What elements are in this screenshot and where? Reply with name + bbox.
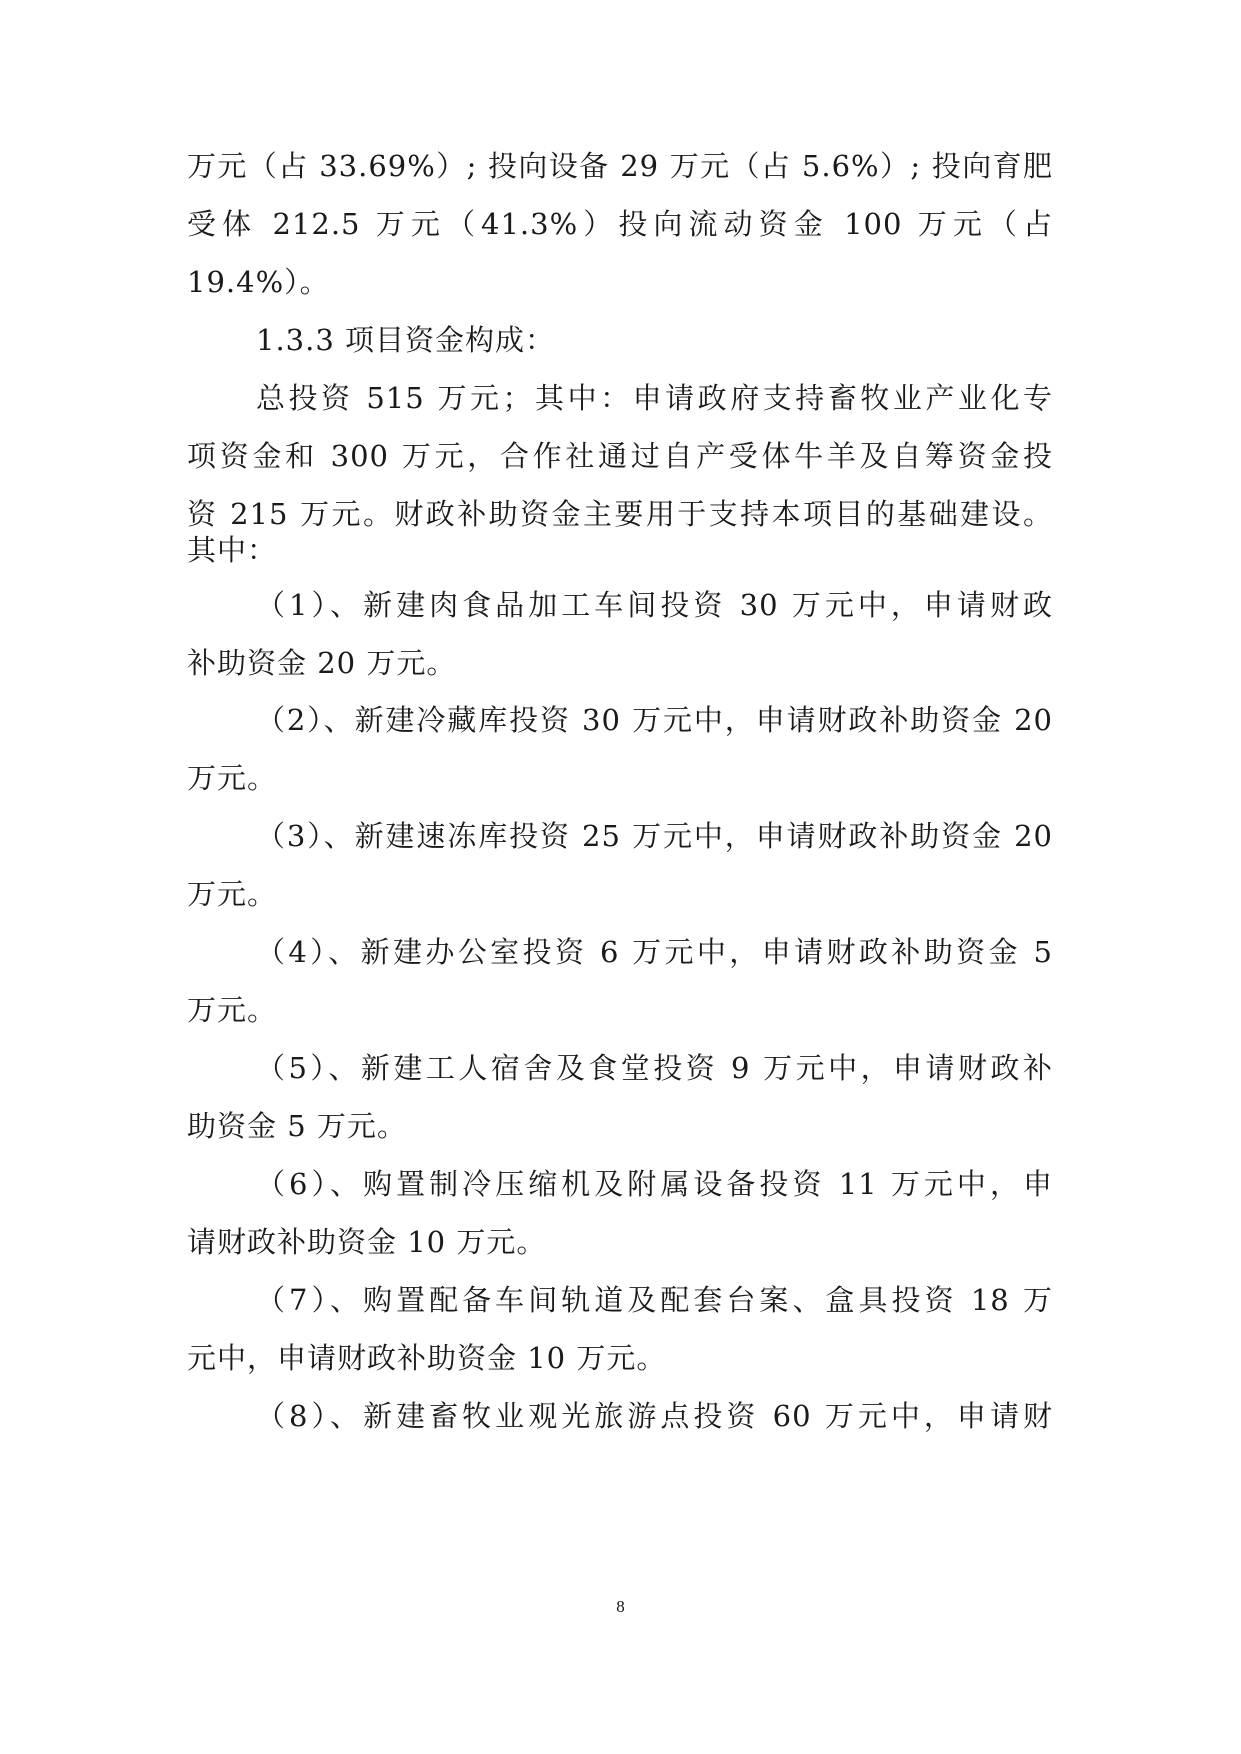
list-item-line: 万元。 [187,993,278,1027]
text-line: 19.4%）。 [187,265,330,299]
list-item-line: （6）、购置制冷压缩机及附属设备投资 11 万元中，申 [256,1167,1053,1201]
list-item-line: 助资金 5 万元。 [187,1109,407,1143]
list-item-line: （3）、新建速冻库投资 25 万元中，申请财政补助资金 20 [256,819,1053,853]
list-item-line: （8）、新建畜牧业观光旅游点投资 60 万元中，申请财 [256,1399,1053,1433]
list-item-line: （1）、新建肉食品加工车间投资 30 万元中，申请财政 [256,588,1053,622]
text-line: 总投资 515 万元；其中：申请政府支持畜牧业产业化专 [256,381,1053,415]
list-item-line: 元中，申请财政补助资金 10 万元。 [187,1341,667,1375]
list-item-line: 补助资金 20 万元。 [187,646,457,680]
list-item-line: （2）、新建冷藏库投资 30 万元中，申请财政补助资金 20 [256,703,1053,737]
list-item-line: （5）、新建工人宿舍及食堂投资 9 万元中，申请财政补 [256,1051,1053,1085]
text-line: 其中： [187,533,278,567]
page-number: 8 [616,1597,625,1616]
section-heading: 1.3.3 项目资金构成： [256,323,556,357]
list-item-line: 请财政补助资金 10 万元。 [187,1225,547,1259]
text-line: 项资金和 300 万元，合作社通过自产受体牛羊及自筹资金投 [187,439,1053,473]
text-line: 受体 212.5 万元（41.3%）投向流动资金 100 万元（占 [187,207,1053,241]
list-item-line: 万元。 [187,761,278,795]
list-item-line: 万元。 [187,877,278,911]
list-item-line: （4）、新建办公室投资 6 万元中，申请财政补助资金 5 [256,935,1053,969]
list-item-line: （7）、购置配备车间轨道及配套台案、盒具投资 18 万 [256,1283,1053,1317]
text-line: 资 215 万元。财政补助资金主要用于支持本项目的基础建设。 [187,497,1053,531]
text-line: 万元（占 33.69%）; 投向设备 29 万元（占 5.6%）; 投向育肥 [187,149,1053,183]
